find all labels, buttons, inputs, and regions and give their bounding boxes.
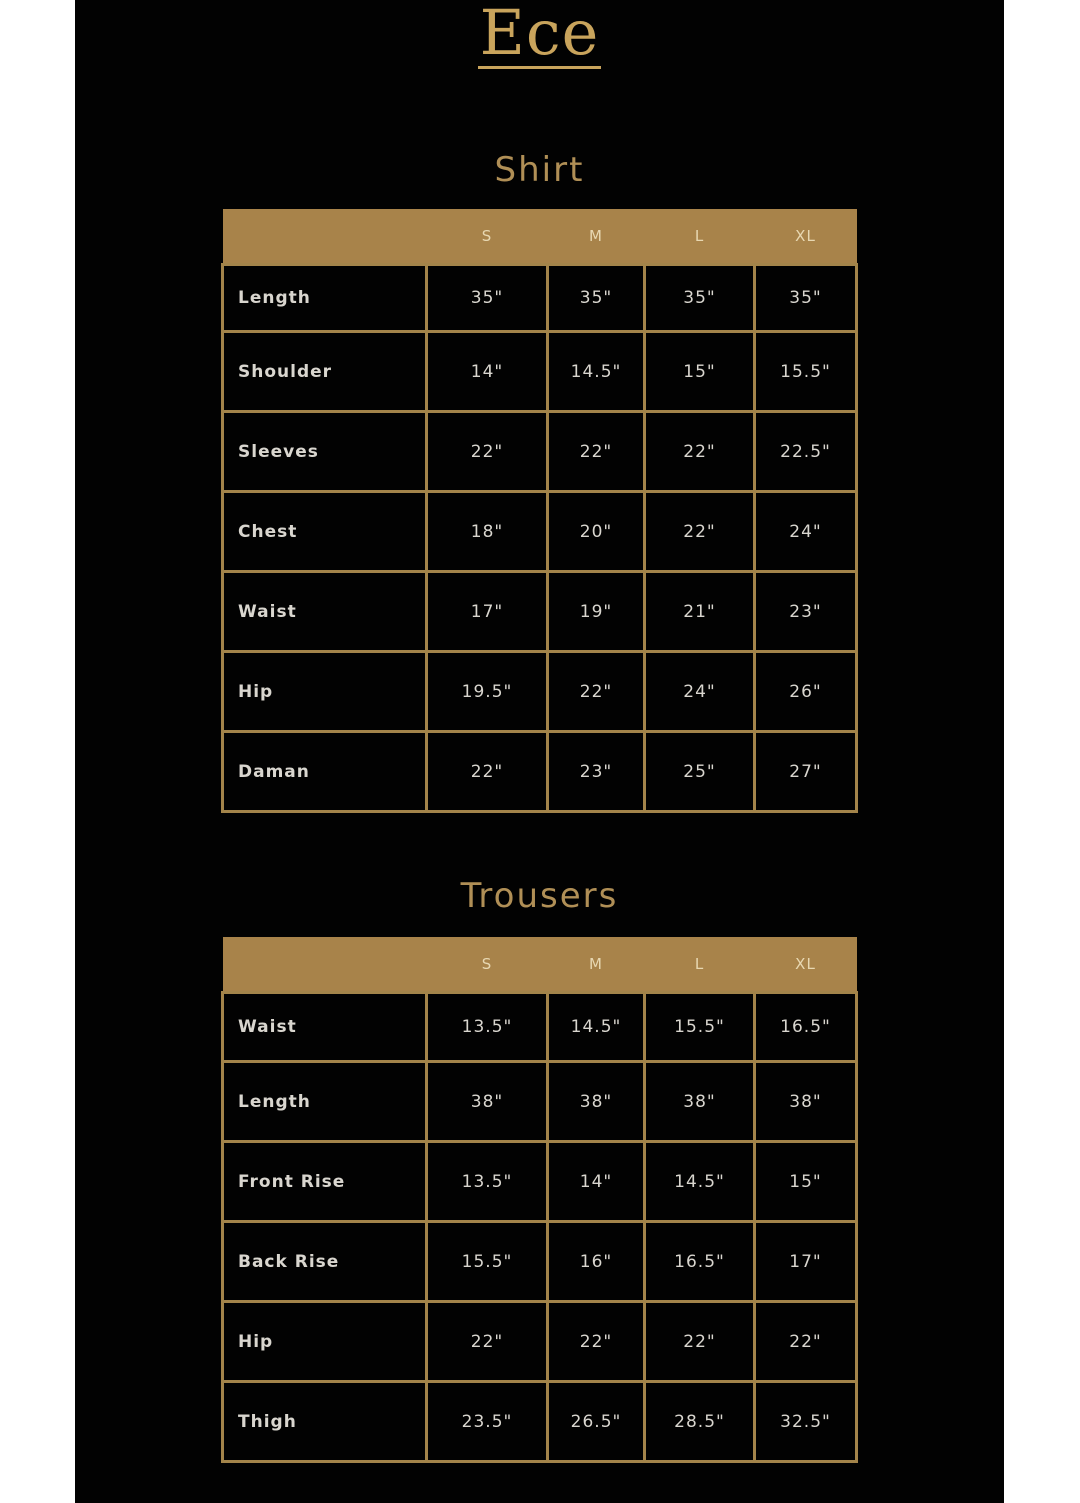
table-header-row: [223, 937, 857, 993]
cell-value: 23.5": [427, 1382, 548, 1462]
table-row: [223, 412, 857, 492]
cell-value: 16.5": [645, 1222, 755, 1302]
cell-value: 28.5": [645, 1382, 755, 1462]
brand-logo: Ece: [479, 0, 600, 69]
cell-value: 17": [427, 572, 548, 652]
cell-value: 18": [427, 492, 548, 572]
table-row: [223, 732, 857, 812]
size-header: S: [427, 937, 548, 993]
cell-value: 35": [548, 265, 645, 332]
cell-value: 14.5": [548, 993, 645, 1062]
cell-value: 16.5": [755, 993, 857, 1062]
cell-value: 22": [645, 492, 755, 572]
cell-value: 35": [427, 265, 548, 332]
cell-value: 13.5": [427, 993, 548, 1062]
shirt-title: Shirt: [494, 150, 585, 190]
cell-value: 20": [548, 492, 645, 572]
row-label: Hip: [223, 652, 427, 732]
size-header: XL: [755, 209, 857, 265]
row-label: Thigh: [223, 1382, 427, 1462]
row-label: Hip: [223, 1302, 427, 1382]
cell-value: 15.5": [645, 993, 755, 1062]
cell-value: 19": [548, 572, 645, 652]
cell-value: 14": [548, 1142, 645, 1222]
table-row: [223, 572, 857, 652]
cell-value: 14": [427, 332, 548, 412]
size-header: L: [645, 209, 755, 265]
cell-value: 24": [645, 652, 755, 732]
row-label: Waist: [223, 572, 427, 652]
size-header: XL: [755, 937, 857, 993]
table-row: [223, 1062, 857, 1142]
size-header: S: [427, 209, 548, 265]
cell-value: 19.5": [427, 652, 548, 732]
row-label: Length: [223, 265, 427, 332]
trousers-title: Trousers: [460, 876, 619, 916]
table-row: [223, 1222, 857, 1302]
row-label: Front Rise: [223, 1142, 427, 1222]
row-label: Chest: [223, 492, 427, 572]
cell-value: 22": [548, 1302, 645, 1382]
size-chart-panel: [75, 0, 1004, 1503]
cell-value: 16": [548, 1222, 645, 1302]
cell-value: 23": [755, 572, 857, 652]
header-blank: [223, 209, 427, 265]
cell-value: 35": [755, 265, 857, 332]
row-label: Waist: [223, 993, 427, 1062]
row-label: Length: [223, 1062, 427, 1142]
cell-value: 21": [645, 572, 755, 652]
cell-value: 15": [645, 332, 755, 412]
trousers-size-table: [221, 937, 858, 1463]
table-row: [223, 265, 857, 332]
cell-value: 25": [645, 732, 755, 812]
table-row: [223, 1142, 857, 1222]
cell-value: 13.5": [427, 1142, 548, 1222]
row-label: Back Rise: [223, 1222, 427, 1302]
cell-value: 15.5": [427, 1222, 548, 1302]
size-header: M: [548, 209, 645, 265]
cell-value: 22": [427, 732, 548, 812]
cell-value: 38": [427, 1062, 548, 1142]
cell-value: 15": [755, 1142, 857, 1222]
cell-value: 35": [645, 265, 755, 332]
table-row: [223, 652, 857, 732]
cell-value: 22": [548, 412, 645, 492]
size-header: L: [645, 937, 755, 993]
cell-value: 32.5": [755, 1382, 857, 1462]
cell-value: 38": [645, 1062, 755, 1142]
table-header-row: [223, 209, 857, 265]
cell-value: 22.5": [755, 412, 857, 492]
cell-value: 24": [755, 492, 857, 572]
cell-value: 26.5": [548, 1382, 645, 1462]
header-blank: [223, 937, 427, 993]
cell-value: 38": [548, 1062, 645, 1142]
cell-value: 14.5": [645, 1142, 755, 1222]
cell-value: 22": [645, 1302, 755, 1382]
row-label: Shoulder: [223, 332, 427, 412]
cell-value: 38": [755, 1062, 857, 1142]
row-label: Sleeves: [223, 412, 427, 492]
size-header: M: [548, 937, 645, 993]
row-label: Daman: [223, 732, 427, 812]
table-row: [223, 1382, 857, 1462]
cell-value: 22": [427, 412, 548, 492]
cell-value: 14.5": [548, 332, 645, 412]
table-row: [223, 332, 857, 412]
cell-value: 22": [755, 1302, 857, 1382]
cell-value: 17": [755, 1222, 857, 1302]
cell-value: 27": [755, 732, 857, 812]
cell-value: 26": [755, 652, 857, 732]
cell-value: 22": [427, 1302, 548, 1382]
shirt-size-table: [221, 209, 858, 813]
table-row: [223, 492, 857, 572]
cell-value: 15.5": [755, 332, 857, 412]
table-row: [223, 1302, 857, 1382]
table-row: [223, 993, 857, 1062]
cell-value: 23": [548, 732, 645, 812]
cell-value: 22": [645, 412, 755, 492]
cell-value: 22": [548, 652, 645, 732]
